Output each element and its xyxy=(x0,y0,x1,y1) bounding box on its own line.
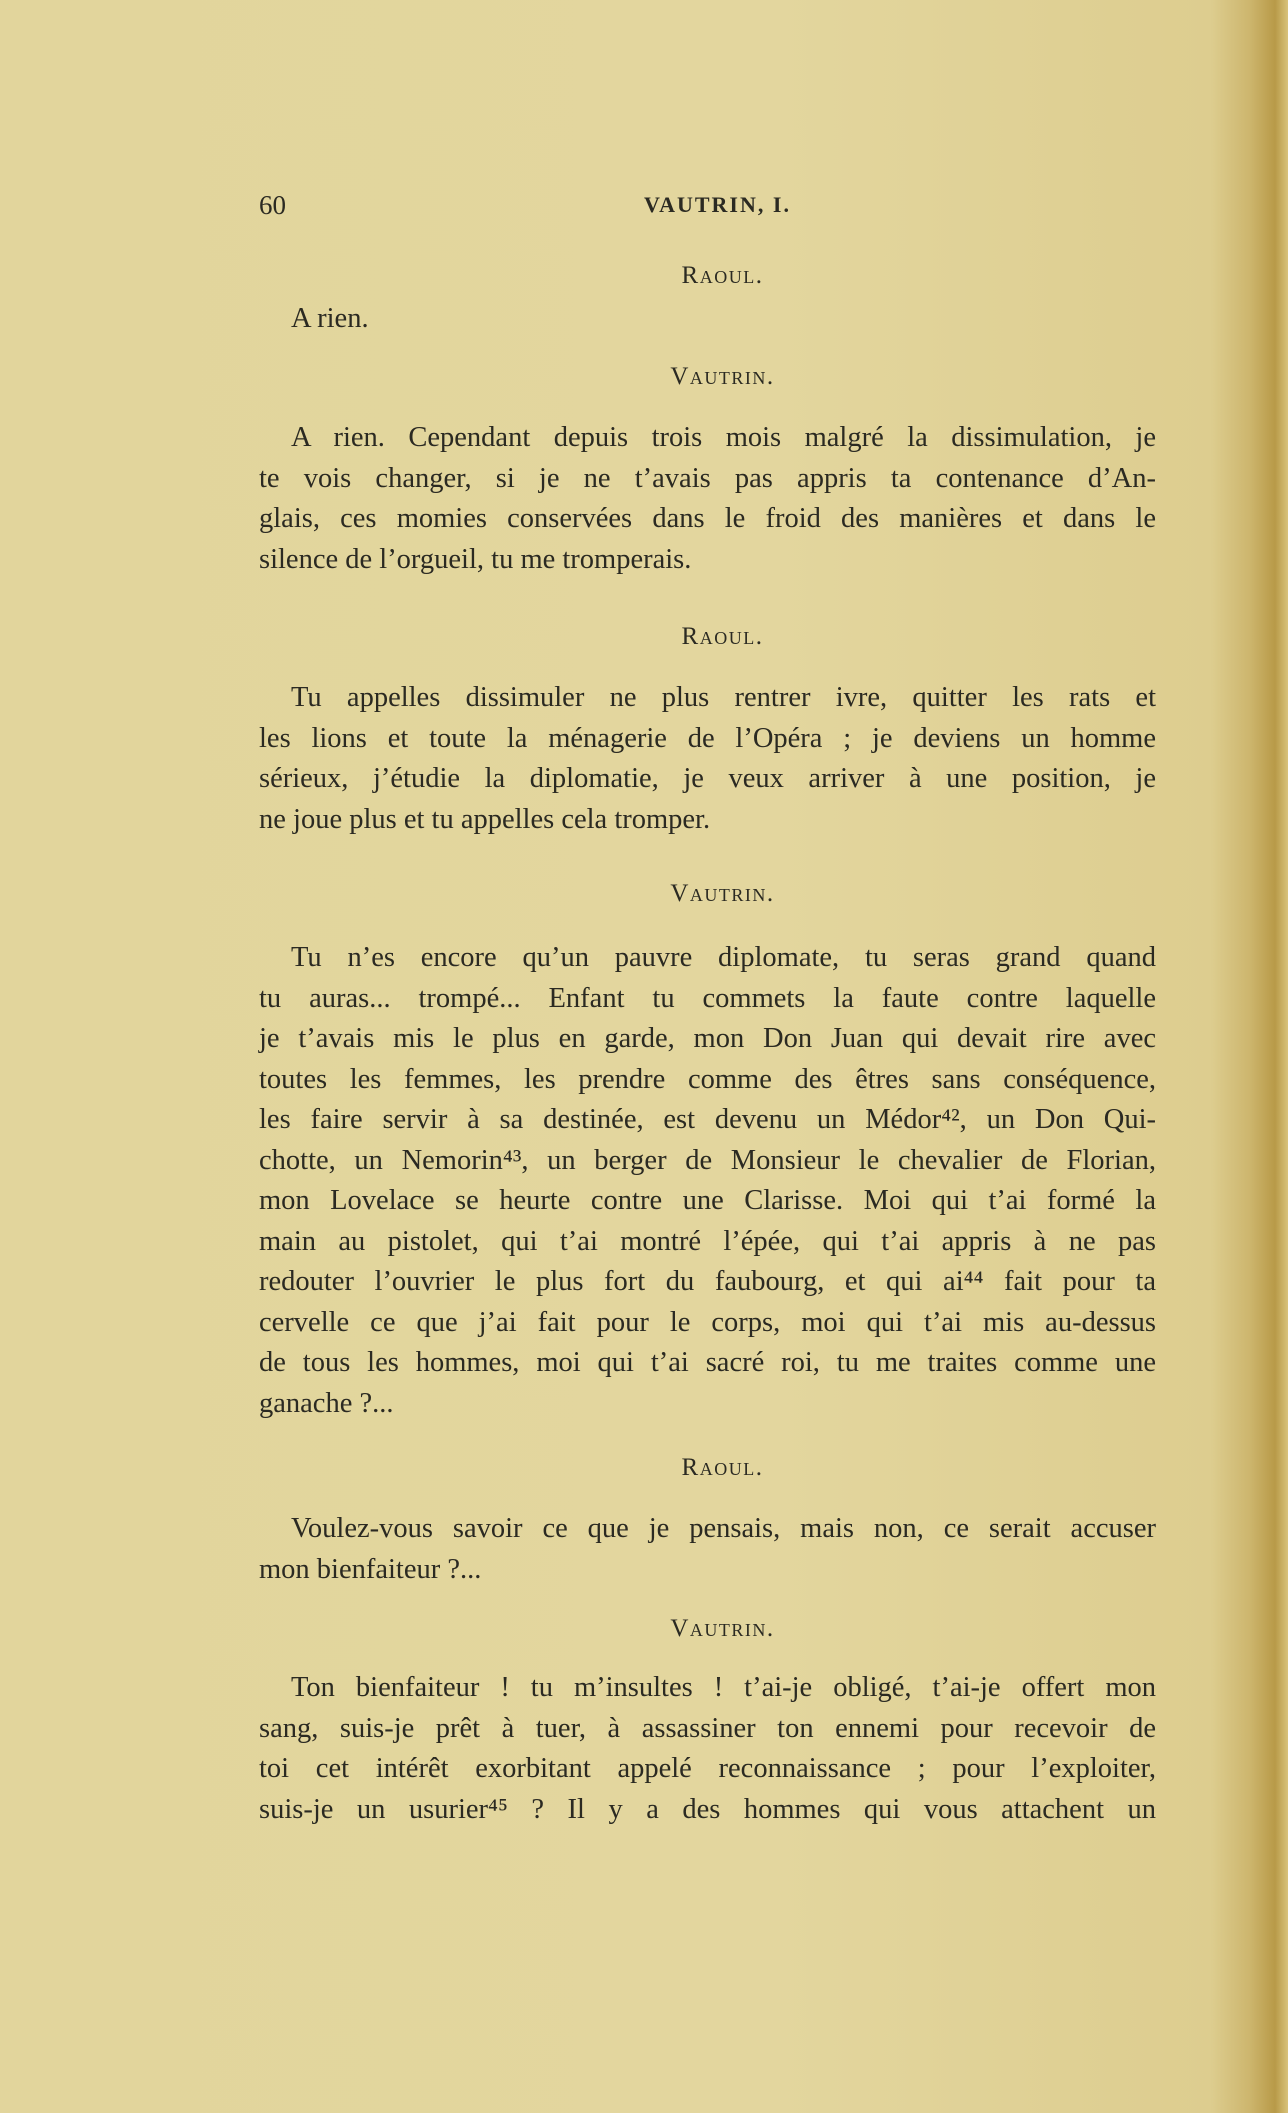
text-line: redouter l’ouvrier le plus fort du faubourg, et qui ai⁴⁴ fait pour ta xyxy=(259,1266,1156,1297)
text-line: cervelle ce que j’ai fait pour le corps, moi qui t’ai mis au-dessus xyxy=(259,1306,1156,1338)
speech-paragraph xyxy=(259,678,1156,840)
text-line: silence de l’orgueil, tu me tromperais. xyxy=(259,543,692,575)
text-line: les lions et toute la ménagerie de l’Opéra ; je deviens un homme xyxy=(259,722,1156,754)
text-line: toutes les femmes, les prendre comme des êtres sans conséquence, xyxy=(259,1063,1156,1095)
text-line: ne joue plus et tu appelles cela tromper. xyxy=(259,803,711,835)
text-line: chotte, un Nemorin⁴³, un berger de Monsieur le chevalier de Florian, xyxy=(259,1144,1156,1176)
text-line: ganache ?... xyxy=(259,1387,394,1419)
speech-paragraph xyxy=(259,938,1156,1424)
speaker-heading xyxy=(259,363,1156,391)
text-line: A rien. Cependant depuis trois mois malgré la dissimulation, je xyxy=(291,422,1156,453)
text-line: te vois changer, si je ne t’avais pas appris ta contenance d’An- xyxy=(259,462,1156,494)
text-line: je t’avais mis le plus en garde, mon Don Juan qui devait rire avec xyxy=(259,1023,1156,1054)
text-line: de tous les hommes, moi qui t’ai sacré roi, tu me traites comme une xyxy=(259,1347,1156,1378)
text-line: sang, suis-je prêt à tuer, à assassiner ton ennemi pour recevoir de xyxy=(259,1712,1156,1744)
text-line: tu auras... trompé... Enfant tu commets la faute contre laquelle xyxy=(259,982,1156,1014)
speech-paragraph xyxy=(259,1668,1156,1830)
text-line: A rien. xyxy=(291,303,369,334)
text-line: les faire servir à sa destinée, est devenu un Médor⁴², un Don Qui- xyxy=(259,1104,1156,1135)
page-number: 60 xyxy=(259,190,286,220)
text-line: Tu n’es encore qu’un pauvre diplomate, tu seras grand quand xyxy=(291,942,1156,973)
speaker-name: Vautrin. xyxy=(670,880,775,907)
text-line: toi cet intérêt exorbitant appelé reconnaissance ; pour l’exploiter, xyxy=(259,1753,1156,1784)
speech-paragraph xyxy=(259,418,1156,580)
speaker-heading xyxy=(259,880,1156,908)
text-line: Tu appelles dissimuler ne plus rentrer ivre, quitter les rats et xyxy=(291,682,1156,713)
speaker-name: Raoul. xyxy=(681,1454,764,1481)
speaker-heading xyxy=(259,623,1156,651)
text-line: mon Lovelace se heurte contre une Clarisse. Moi qui t’ai formé la xyxy=(259,1185,1156,1216)
text-line: Voulez-vous savoir ce que je pensais, mais non, ce serait accuser xyxy=(291,1513,1156,1544)
speaker-name: Raoul. xyxy=(681,623,764,650)
text-line: mon bienfaiteur ?... xyxy=(259,1553,482,1585)
speaker-name: Raoul. xyxy=(681,262,764,289)
speaker-name: Vautrin. xyxy=(670,363,775,390)
running-head: VAUTRIN, I. xyxy=(644,192,791,217)
speaker-heading xyxy=(259,262,1156,290)
speech-paragraph xyxy=(259,1509,1156,1590)
page-header xyxy=(259,190,1156,230)
speaker-heading xyxy=(259,1615,1156,1643)
speaker-heading xyxy=(259,1454,1156,1482)
text-line: sérieux, j’étudie la diplomatie, je veux arriver à une position, je xyxy=(259,763,1156,794)
text-line: Ton bienfaiteur ! tu m’insultes ! t’ai-je obligé, t’ai-je offert mon xyxy=(291,1672,1156,1703)
text-line: glais, ces momies conservées dans le froid des manières et dans le xyxy=(259,503,1156,534)
text-line: main au pistolet, qui t’ai montré l’épée, qui t’ai appris à ne pas xyxy=(259,1225,1156,1257)
speaker-name: Vautrin. xyxy=(670,1615,775,1642)
speech-paragraph xyxy=(259,299,1156,340)
text-line: suis-je un usurier⁴⁵ ? Il y a des hommes qui vous attachent un xyxy=(259,1793,1156,1825)
